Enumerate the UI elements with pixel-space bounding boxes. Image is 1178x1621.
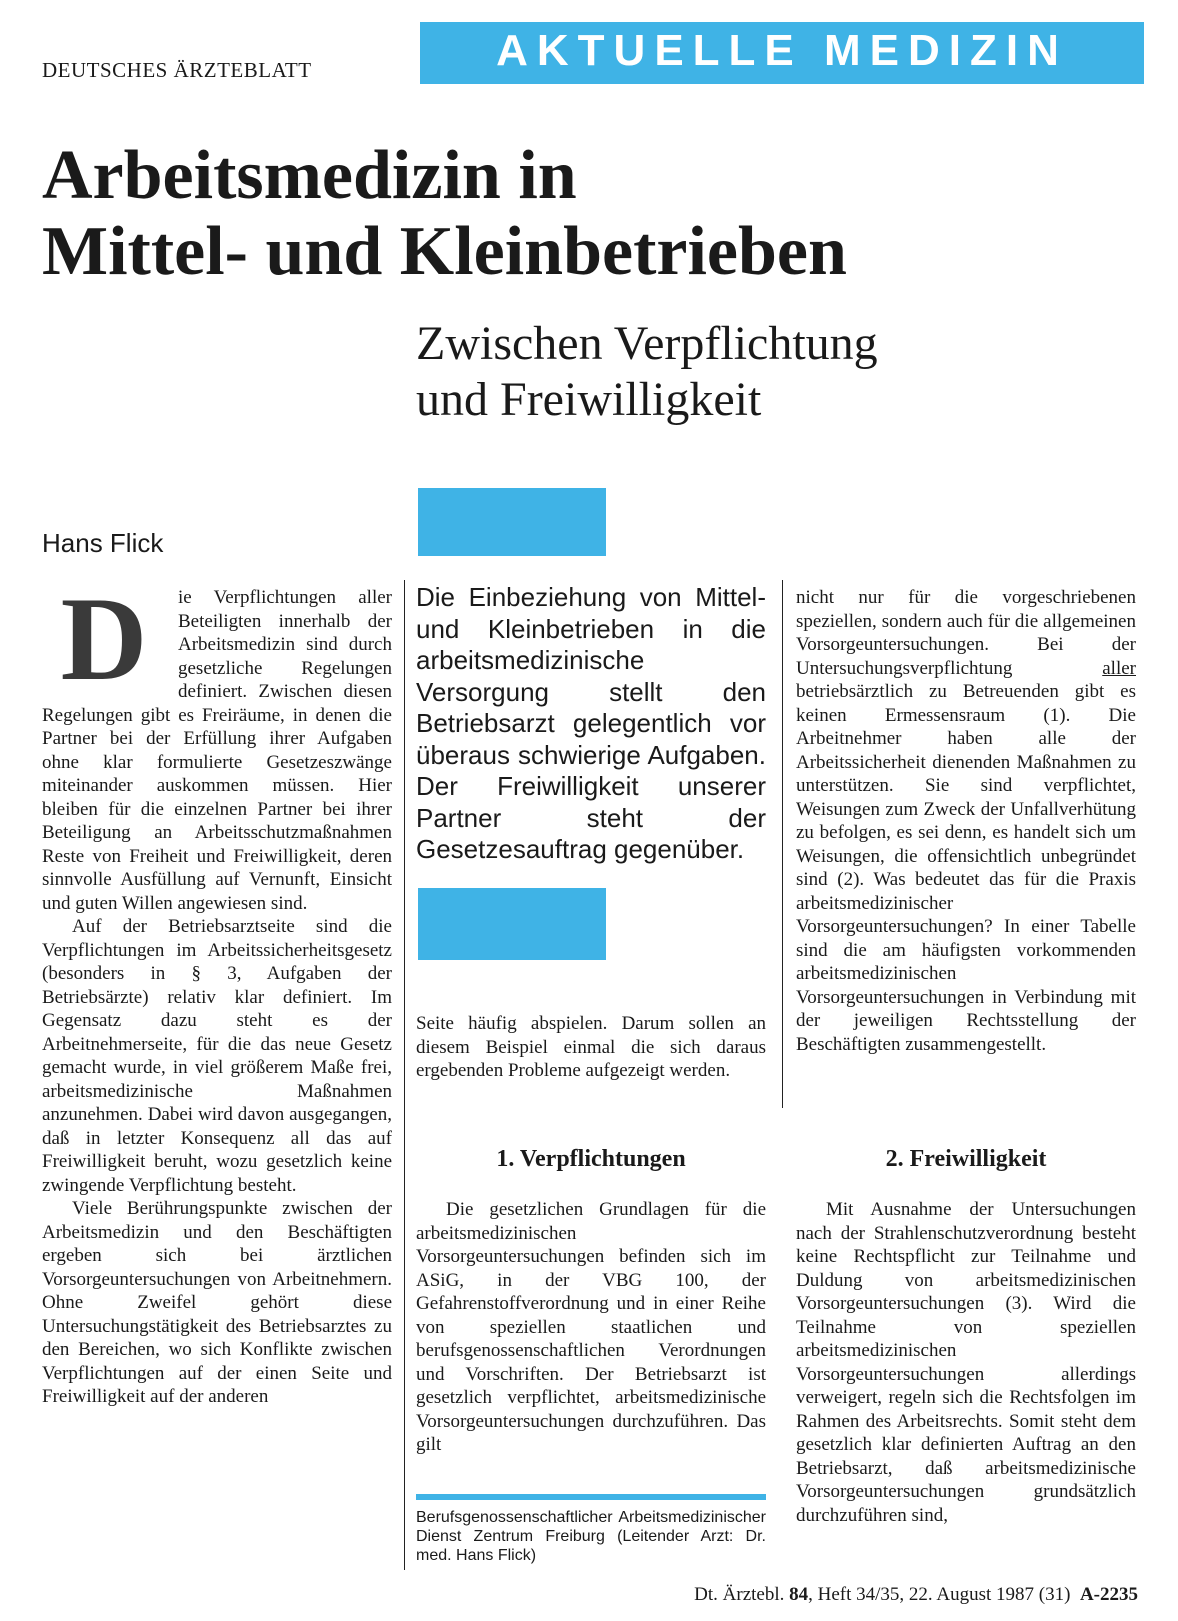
paragraph: Mit Ausnahme der Untersuchungen nach der Strahlenschutzverordnung besteht keine Rechtspflicht zur Teilnahme und Duldung von arbeitsmedizinischen Vorsorgeuntersuchungen (3). Wird die Teilnahme von speziellen arbeitsmedizinischen Vorsorgeuntersuchungen allerdings verweigert, regeln sich die Rechtsfolgen im Rahmen des Arbeitsrechts. Somit steht dem gesetzlich klar definierten Auftrag an den Betriebsarzt, daß arbeitsmedizinische Vorsorgeuntersuchungen grundsätzlich durchzuführen sind, <box>796 1199 1136 1526</box>
pull-quote: Die Einbeziehung von Mittel- und Kleinbetrieben in die arbeitsmedizinische Versorgung stellt den Betriebsarzt gelegentlich vor überaus schwierige Aufgaben. Der Freiwilligkeit unserer Partner steht der Gesetzesauftrag gegenüber. <box>416 582 766 864</box>
paragraph: ie Verpflichtungen aller Beteiligten innerhalb der Arbeitsmedizin sind durch gesetzliche Regelungen definiert. Zwischen diesen Regelungen gibt es Freiräume, in denen die Partner bei der Erfüllung ihrer Aufgaben ohne klar formulierte Gesetzeszwänge miteinander auskommen müssen. Hier bleiben für die einzelnen Partner bei ihrer Beteiligung an Arbeitsschutzmaßnahmen Reste von Freiheit und Freiwilligkeit, deren sinnvolle Ausfüllung auf Vernunft, Einsicht und guten Willen angewiesen sind. <box>42 587 392 914</box>
drop-cap: D <box>60 588 148 690</box>
journal-name: DEUTSCHES ÄRZTEBLATT <box>42 58 312 82</box>
section-heading: 2. Freiwilligkeit <box>885 1146 1047 1172</box>
footer-issue: , Heft 34/35, 22. August 1987 (31) <box>808 1584 1071 1605</box>
article-title <box>42 138 1162 290</box>
footnote-rule <box>416 1494 766 1500</box>
footer-journal: Dt. Ärztebl. <box>694 1584 785 1605</box>
footer-volume: 84 <box>789 1584 809 1605</box>
subtitle-line-2: und Freiwilligkeit <box>416 373 762 426</box>
page-footer <box>694 1584 1138 1606</box>
article-subtitle <box>416 316 1176 428</box>
column-3 <box>796 586 1136 1056</box>
paragraph: Seite häufig abspielen. Darum sollen an diesem Beispiel einmal die sich daraus ergebenden Probleme aufgezeigt werden. <box>416 1013 766 1081</box>
title-line-2: Mittel- und Kleinbetrieben <box>42 213 847 290</box>
section-banner <box>420 22 1144 84</box>
paragraph: Viele Berührungspunkte zwischen der Arbeitsmedizin und den Beschäftigten ergeben sich bei ärztlichen Vorsorgeuntersuchungen von Arbeitnehmern. Ohne Zweifel gehört diese Untersuchungstätigkeit des Betriebsarztes zu den Bereichen, wo sich Konflikte zwischen Verpflichtungen auf der einen Seite und Freiwilligkeit auf der anderen <box>42 1198 392 1407</box>
column-rule <box>404 580 405 1570</box>
footer-page: A-2235 <box>1079 1584 1138 1605</box>
decorative-blue-box <box>418 888 606 960</box>
emphasis: aller <box>1102 657 1136 679</box>
paragraph: nicht nur für die vorgeschriebenen speziellen, sondern auch für die allgemeinen Vorsorgeuntersuchungen. Bei der Untersuchungsverpflichtung aller betriebsärztlich zu Betreuenden gibt es keinen Ermessensraum (1). Die Arbeitnehmer haben alle der Arbeitssicherheit dienenden Maßnahmen zu unterstützen. Sie sind verpflichtet, Weisungen zum Zweck der Unfallverhütung zu befolgen, es sei denn, es handelt sich um Weisungen, die offensichtlich unbegründet sind (2). Was bedeutet das für die Praxis arbeitsmedizinischer Vorsorgeuntersuchungen? In einer Tabelle sind die am häufigsten vorkommenden arbeitsmedizinischen Vorsorgeuntersuchungen in Verbindung mit der jeweiligen Rechtsstellung der Beschäftigten zusammengestellt. <box>796 587 1136 1055</box>
author-name: Hans Flick <box>42 528 164 558</box>
section-heading: 1. Verpflichtungen <box>496 1146 686 1172</box>
column-rule <box>782 580 783 1108</box>
column-2-continuation <box>416 1012 766 1083</box>
paragraph: Auf der Betriebsarztseite sind die Verpflichtungen im Arbeitssicherheitsgesetz (besonders in § 3, Aufgaben der Betriebsärzte) relativ klar definiert. Im Gegensatz dazu steht es der Arbeitnehmerseite, für die das neue Gesetz gemacht wurde, in viel größerem Maße frei, arbeitsmedizinische Maßnahmen anzunehmen. Dabei wird davon ausgegangen, daß in letzter Konsequenz all das auf Freiwilligkeit beruht, wozu gesetzlich keine zwingende Verpflichtung besteht. <box>42 916 392 1196</box>
column-2-section <box>416 1198 766 1457</box>
column-1 <box>42 586 392 1409</box>
section-label: AKTUELLE MEDIZIN <box>496 26 1068 75</box>
decorative-blue-box <box>418 488 606 556</box>
column-3-section <box>796 1198 1136 1527</box>
paragraph: Die gesetzlichen Grundlagen für die arbeitsmedizinischen Vorsorgeuntersuchungen befinden sich im ASiG, in der VBG 100, der Gefahrenstoffverordnung und in einer Reihe von speziellen staatlichen und berufsgenossenschaftlichen Verordnungen und Vorschriften. Der Betriebsarzt ist gesetzlich verpflichtet, arbeitsmedizinische Vorsorgeuntersuchungen durchzuführen. Das gilt <box>416 1199 766 1455</box>
title-line-1: Arbeitsmedizin in <box>42 137 577 214</box>
subtitle-line-1: Zwischen Verpflichtung <box>416 317 878 370</box>
affiliation-footnote: Berufsgenossenschaftlicher Arbeitsmedizinischer Dienst Zentrum Freiburg (Leitender Arzt: Dr. med. Hans Flick) <box>416 1509 766 1564</box>
